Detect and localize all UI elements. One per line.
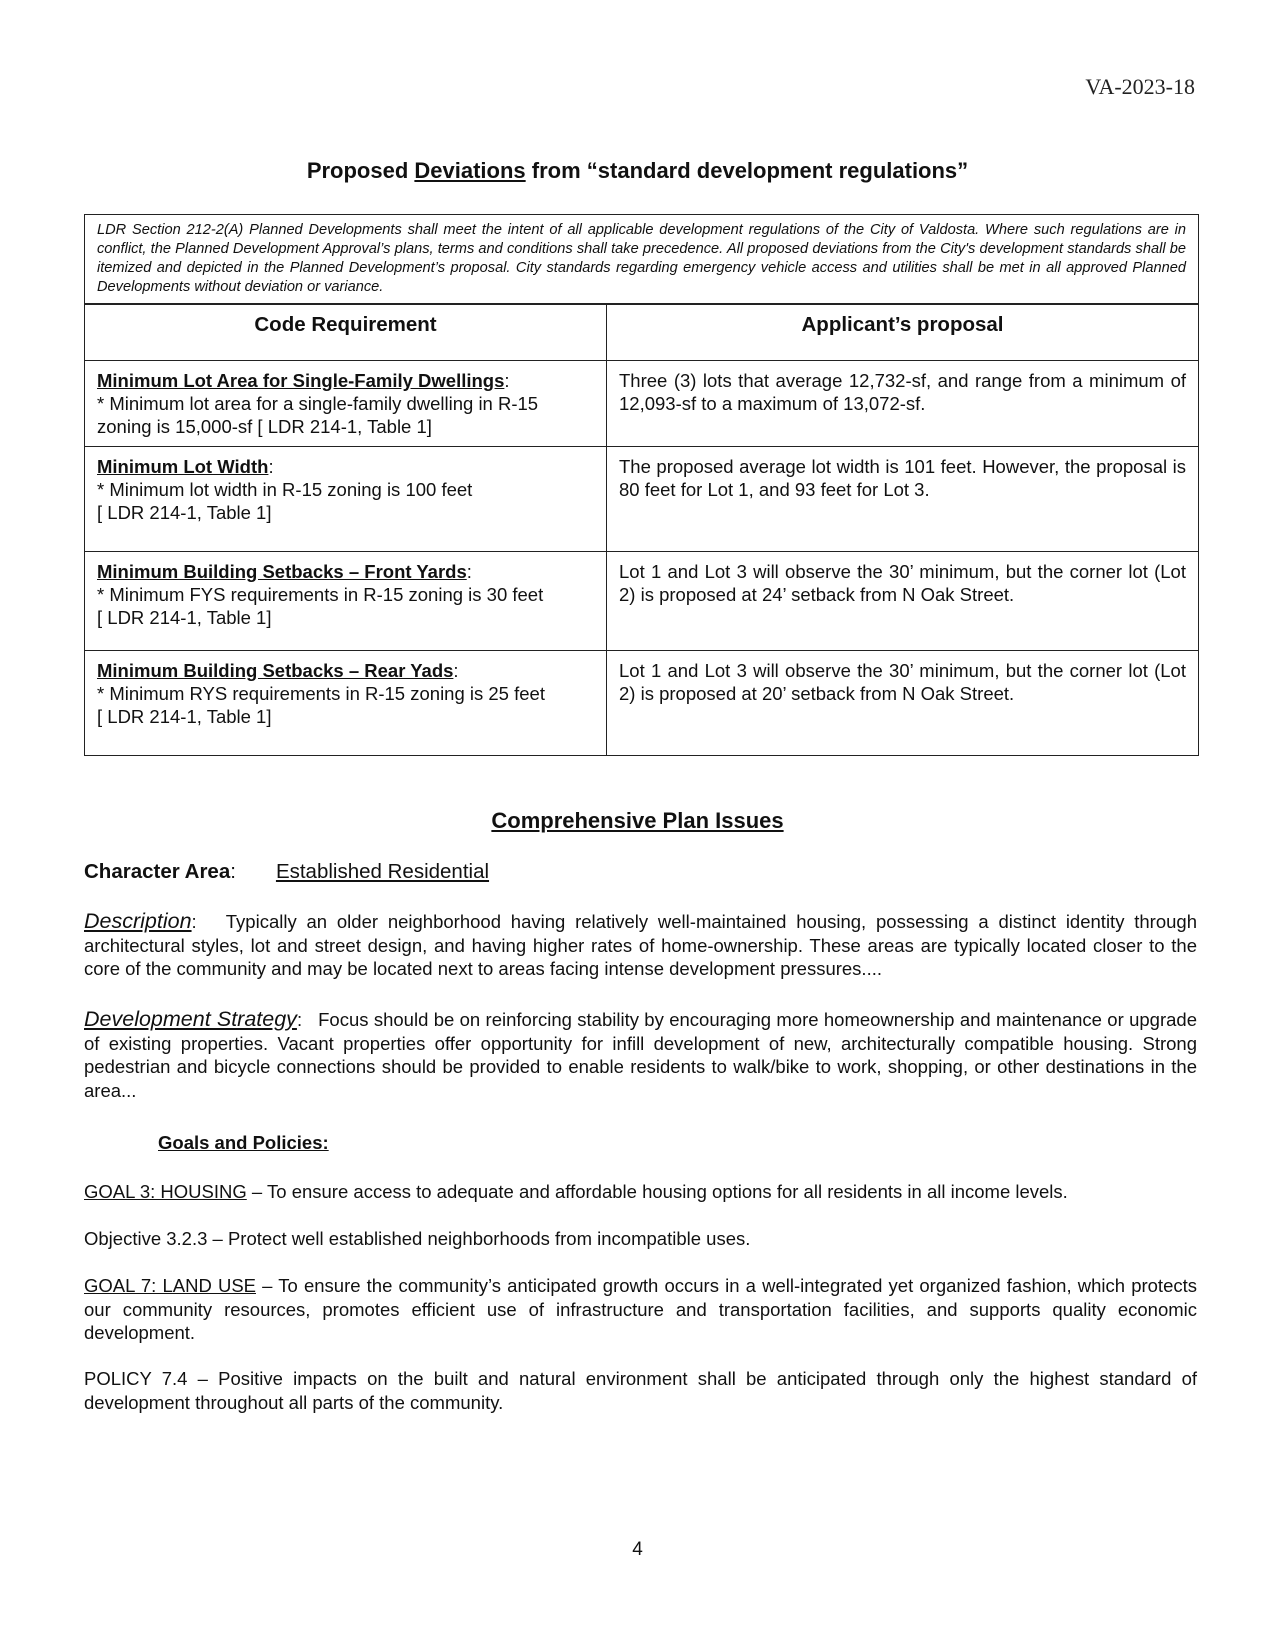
requirement-cell: Minimum Lot Width: * Minimum lot width in R-15 zoning is 100 feet [ LDR 214-1, Table 1] [85, 447, 607, 551]
goal-7-paragraph [84, 1274, 1197, 1345]
character-area-value: Established Residential [275, 860, 490, 883]
goal-3-paragraph [84, 1180, 1197, 1204]
goals-heading: Goals and Policies: [158, 1132, 329, 1153]
character-area-label: Character Area [84, 860, 231, 883]
requirement-cell: Minimum Building Setbacks – Front Yards: * Minimum FYS requirements in R-15 zoning is 30 feet [ LDR 214-1, Table 1] [85, 552, 607, 650]
table-row [85, 446, 1198, 551]
deviations-table [84, 214, 1199, 756]
requirement-line: [ LDR 214-1, Table 1] [97, 502, 272, 523]
requirement-line: * Minimum lot area for a single-family dwelling in R-15 [97, 393, 539, 414]
character-area: Character Area: Established Residential [84, 860, 490, 883]
strategy-label: Development Strategy [84, 1007, 297, 1031]
document-id: VA-2023-18 [1085, 74, 1195, 99]
proposal-cell: Lot 1 and Lot 3 will observe the 30’ minimum, but the corner lot (Lot 2) is proposed at 20’ setback from N Oak Street. [619, 660, 1186, 704]
requirement-title: Minimum Building Setbacks – Rear Yads [97, 660, 454, 681]
table-row [85, 650, 1198, 755]
table-row [85, 551, 1198, 650]
goal-3-label: GOAL 3: HOUSING [84, 1181, 247, 1202]
goal-7-text: – To ensure the community’s anticipated growth occurs in a well-integrated yet organized fashion, which protects our community resources, promotes efficient use of infrastructure and transportation facilities, and supports quality economic development. [84, 1275, 1197, 1343]
description-label: Description [84, 909, 192, 933]
requirement-line: [ LDR 214-1, Table 1] [97, 706, 272, 727]
proposal-cell: Lot 1 and Lot 3 will observe the 30’ minimum, but the corner lot (Lot 2) is proposed at 24’ setback from N Oak Street. [619, 561, 1186, 605]
objective-paragraph: Objective 3.2.3 – Protect well established neighborhoods from incompatible uses. [84, 1228, 751, 1249]
requirement-cell: Minimum Lot Area for Single-Family Dwellings: * Minimum lot area for a single-family dwelling in R-15 zoning is 15,000-sf [ LDR 214-1, Table 1] [85, 361, 607, 446]
strategy-text: Focus should be on reinforcing stability by encouraging more homeownership and maintenance or upgrade of existing properties. Vacant properties offer opportunity for infill development of new, architecturally compatible housing. Strong pedestrian and bicycle connections should be provided to enable residents to walk/bike to work, shopping, or other destinations in the area... [84, 1009, 1197, 1101]
requirement-title: Minimum Building Setbacks – Front Yards [97, 561, 467, 582]
table-header-row [85, 304, 1198, 360]
requirement-line: * Minimum lot width in R-15 zoning is 100 feet [97, 479, 473, 500]
table-row [85, 360, 1198, 446]
proposal-cell: The proposed average lot width is 101 feet. However, the proposal is 80 feet for Lot 1, and 93 feet for Lot 3. [619, 456, 1186, 500]
goal-3-text: – To ensure access to adequate and affordable housing options for all residents in all income levels. [246, 1181, 1068, 1202]
goal-7-label: GOAL 7: LAND USE [84, 1275, 256, 1296]
header-applicant-proposal: Applicant’s proposal [801, 313, 1004, 336]
requirement-line: [ LDR 214-1, Table 1] [97, 607, 272, 628]
strategy-paragraph: Development Strategy: Focus should be on reinforcing stability by encouraging more homeownership and maintenance or upgrade of existing properties. Vacant properties offer opportunity for infill development of new, architecturally compatible housing. Strong pedestrian and bicycle connections should be provided to enable residents to walk/bike to work, shopping, or other destinations in the area... [84, 1007, 1197, 1101]
header-code-requirement: Code Requirement [85, 305, 607, 360]
requirement-line: zoning is 15,000-sf [ LDR 214-1, Table 1] [97, 416, 432, 437]
title-suffix: from “standard development regulations” [525, 158, 969, 183]
requirement-line: * Minimum RYS requirements in R-15 zoning is 25 feet [97, 683, 545, 704]
proposal-cell: Three (3) lots that average 12,732-sf, and range from a minimum of 12,093-sf to a maximum of 13,072-sf. [619, 370, 1186, 414]
requirement-cell: Minimum Building Setbacks – Rear Yads: * Minimum RYS requirements in R-15 zoning is 25 feet [ LDR 214-1, Table 1] [85, 651, 607, 755]
page-number: 4 [632, 1539, 643, 1560]
requirement-title: Minimum Lot Area for Single-Family Dwellings [97, 370, 505, 391]
description-text: Typically an older neighborhood having relatively well-maintained housing, possessing a distinct identity through architectural styles, lot and street design, and having higher rates of home-ownership. These areas are typically located closer to the core of the community and may be located next to areas facing intense development pressures.... [84, 911, 1197, 979]
policy-paragraph: POLICY 7.4 – Positive impacts on the built and natural environment shall be anticipated through only the highest standard of development throughout all parts of the community. [84, 1368, 1197, 1413]
table-intro: LDR Section 212-2(A) Planned Developments shall meet the intent of all applicable development regulations of the City of Valdosta. Where such regulations are in conflict, the Planned Development Approval’s plans, terms and conditions shall take precedence. All proposed deviations from the City's development standards shall be itemized and depicted in the Planned Development’s proposal. City standards regarding emergency vehicle access and utilities shall be met in all approved Planned Developments without deviation or variance. [85, 215, 1198, 304]
requirement-line: * Minimum FYS requirements in R-15 zoning is 30 feet [97, 584, 544, 605]
description-paragraph: Description: Typically an older neighborhood having relatively well-maintained housing, possessing a distinct identity through architectural styles, lot and street design, and having higher rates of home-ownership. These areas are typically located closer to the core of the community and may be located next to areas facing intense development pressures.... [84, 909, 1197, 979]
section-title: Comprehensive Plan Issues [491, 808, 784, 833]
requirement-title: Minimum Lot Width [97, 456, 269, 477]
page-title [0, 158, 1275, 184]
title-underlined: Deviations [414, 158, 526, 183]
title-prefix: Proposed [306, 158, 415, 183]
